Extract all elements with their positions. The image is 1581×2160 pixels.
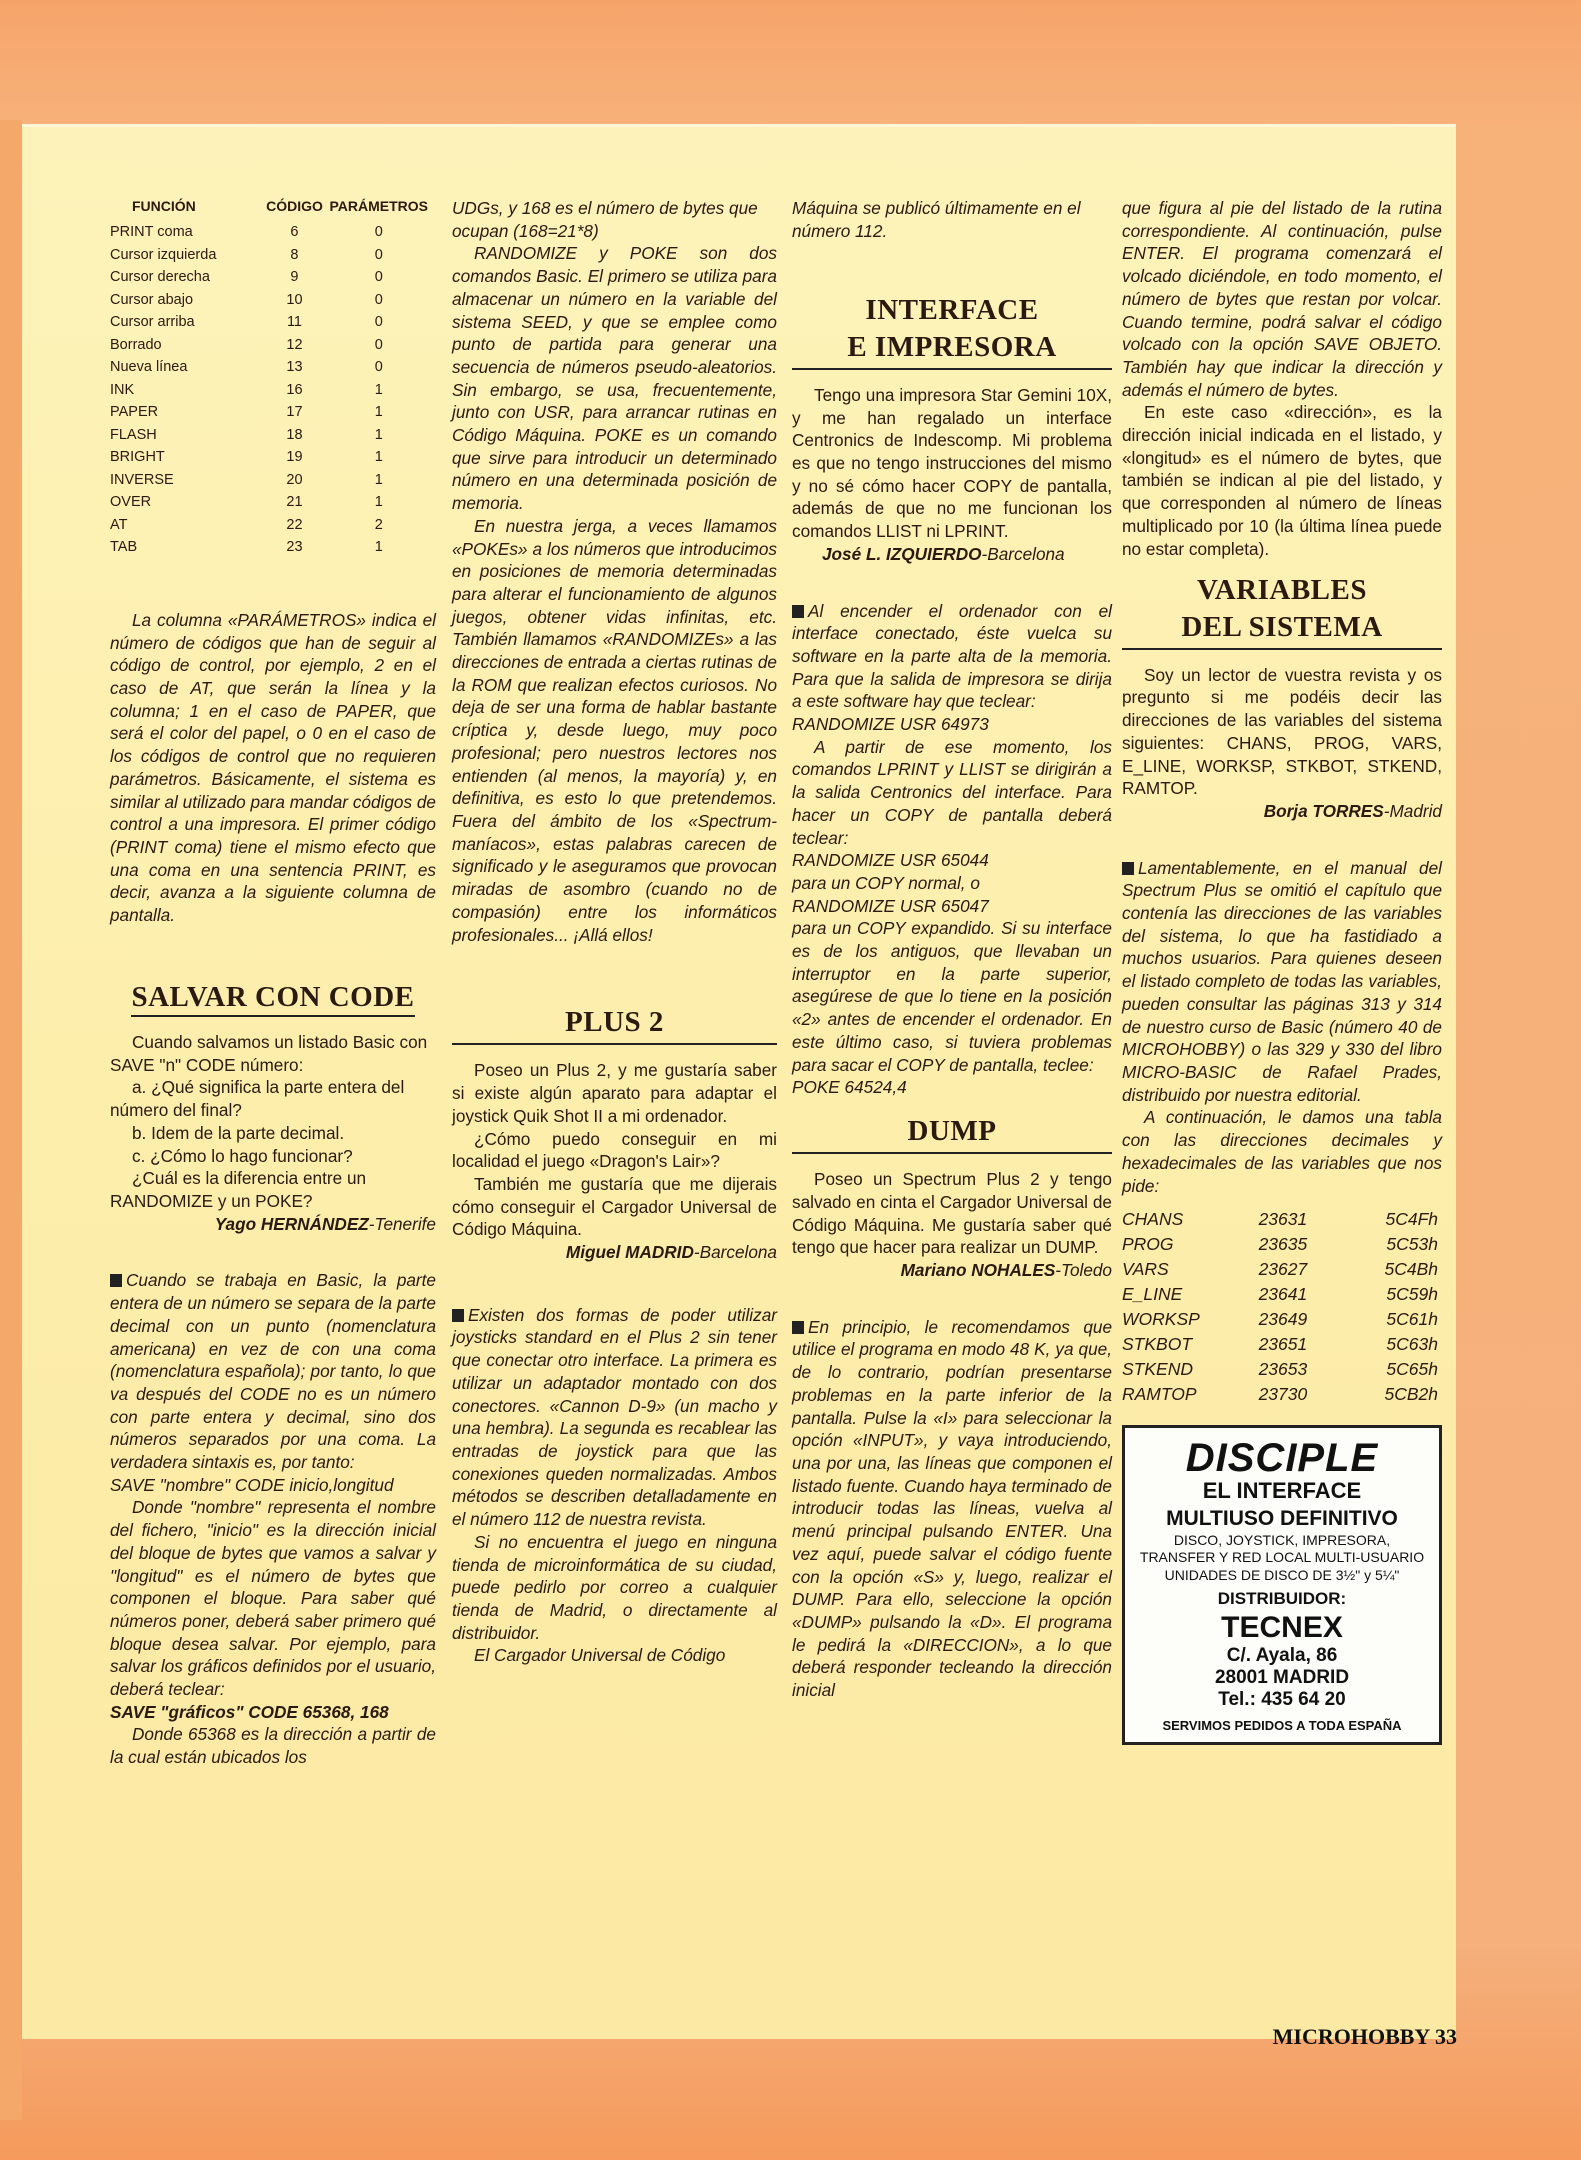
magazine-page (22, 124, 1456, 2039)
variable-hex: 5C59h (1386, 1284, 1438, 1305)
table-row (110, 266, 428, 289)
function-codes-body (110, 221, 428, 559)
interface-answer-1 (792, 600, 1112, 714)
function-code: 8 (290, 246, 299, 263)
salvar-question-2: ¿Cuál es la diferencia entre un RANDOMIZE y un POKE? (110, 1168, 367, 1211)
ad-line-4: TRANSFER Y RED LOCAL MULTI-USUARIO (1139, 1549, 1425, 1566)
ad-line-5: UNIDADES DE DISCO DE 3½" y 5¼" (1164, 1566, 1400, 1583)
table-row (110, 536, 428, 559)
ad-line-3: DISCO, JOYSTICK, IMPRESORA, (1173, 1531, 1391, 1548)
dump-answer-text: En principio, le recomendamos que utilice el programa en modo 48 K, ya que, de lo contrario, podrían presentarse problemas en la parte inferior de la pantalla. Pulse la «I» para seleccionar la opción «INPUT», y vaya introduciendo, una por una, las líneas que componen el listado fuente. Cuando haya terminado de introducir todas las líneas, vuelva al menú principal pulsando ENTER. Una vez aquí, puede salvar el código fuente con la opción «S» y, luego, realizar el DUMP. Para ello, seleccione la opción «DUMP» pulsando la «D». El programa le pedirá la «DIRECCION», a lo que deberá responder tecleando la dirección inicial (792, 1316, 1112, 1701)
variable-decimal: 23635 (1258, 1234, 1308, 1255)
function-params: 0 (374, 246, 383, 263)
variable-decimal: 23653 (1258, 1359, 1308, 1380)
function-name: INK (110, 381, 135, 398)
function-code: 11 (286, 314, 302, 331)
function-params: 1 (374, 449, 383, 466)
column-4 (1122, 197, 1442, 1745)
salvar-question-b: b. Idem de la parte decimal. (132, 1122, 345, 1143)
variable-decimal: 23641 (1258, 1284, 1308, 1305)
dump-question: Poseo un Spectrum Plus 2 y tengo salvado en cinta el Cargador Universal de Código Máquina. Me gustaría saber qué tengo que hacer para realizar un DUMP. (792, 1169, 1112, 1258)
function-name: OVER (110, 494, 152, 511)
bullet-icon (110, 1274, 122, 1287)
ad-distributor-name: TECNEX (1221, 1610, 1343, 1644)
col3-continuation-1: Máquina se publicó últimamente en el número 112. (792, 198, 1081, 241)
function-name: AT (110, 516, 128, 533)
table-row (1122, 1382, 1438, 1407)
function-code: 10 (286, 291, 303, 308)
system-variables-body (1122, 1207, 1438, 1407)
interface-signature-name: José L. IZQUIERDO (822, 543, 982, 564)
table-row (110, 244, 428, 267)
function-code: 23 (286, 539, 303, 556)
salvar-question-c: c. ¿Cómo lo hago funcionar? (132, 1145, 353, 1166)
interface-code-2: RANDOMIZE USR 65044 (792, 850, 989, 871)
variables-signature (1122, 800, 1442, 823)
section-title-dump: DUMP (792, 1113, 1112, 1154)
function-code: 19 (286, 449, 303, 466)
table-row (110, 289, 428, 312)
variable-hex: 5C61h (1386, 1309, 1438, 1330)
variable-hex: 5CB2h (1384, 1384, 1438, 1405)
function-name: Cursor izquierda (110, 246, 217, 263)
ad-address-2: 28001 MADRID (1214, 1667, 1350, 1689)
variables-answer-1-text: Lamentablemente, en el manual del Spectrum Plus se omitió el capítulo que contenía las direcciones de las variables del sistema, lo que ha fastidiado a muchos usuarios. Para quienes deseen el listado completo de todas las variables, pueden consultar las páginas 313 y 314 de nuestro curso de Basic (número 40 de MICROHOBBY) o las 329 y 330 del libro MICRO-BASIC de Rafael Prades, distribuido por nuestra editorial. (1122, 857, 1442, 1105)
variable-decimal: 23651 (1258, 1334, 1308, 1355)
column-1 (110, 197, 436, 1777)
table-row (110, 356, 428, 379)
table-row (110, 514, 428, 537)
table-row (1122, 1282, 1438, 1307)
ad-address-1: C/. Ayala, 86 (1226, 1645, 1338, 1667)
salvar-answer-3: Donde 65368 es la dirección a partir de la cual están ubicados los (110, 1724, 436, 1768)
variable-hex: 5C65h (1386, 1359, 1438, 1380)
plus2-signature-place: -Barcelona (693, 1242, 777, 1263)
dump-answer (792, 1316, 1112, 1702)
variable-name: VARS (1122, 1259, 1169, 1280)
col2-continuation-2: RANDOMIZE y POKE son dos comandos Basic. El primero se utiliza para almacenar un número en la variable del sistema SEED, y que se emplee como punto de partida para generar una secuencia de números pseudo-aleatorios. Sin embargo, se usa, frecuentemente, junto con USR, para arrancar rutinas en Código Máquina. POKE es un comando que sirve para introducir un determinado número en una determinada posición de memoria. (452, 243, 777, 514)
col2-continuation-3: En nuestra jerga, a veces llamamos «POKEs» a los números que introducimos en posiciones de memoria determinadas para alterar el funcionamiento de algunos juegos, obtener vidas infinitas, etc. También llamamos «RANDOMIZEs» a las direcciones de entrada a ciertas rutinas de la ROM que realizan efectos curiosos. No deja de ser una forma de hablar bastante críptica y, desde luego, muy poco profesional; pero nuestros lectores nos entienden (al menos, la mayoría) y, en definitiva, es esto lo que pretendemos. Fuera del ámbito de los «Spectrum-maníacos», estas palabras carecen de significado y le aseguramos que provocan miradas de asombro (cuando no de compasión) entre los informáticos profesionales... ¡Allá ellos! (452, 515, 777, 945)
section-title-plus2: PLUS 2 (452, 1004, 777, 1045)
interface-code-1: RANDOMIZE USR 64973 (792, 714, 989, 735)
function-name: PAPER (110, 404, 159, 421)
variables-title-line-1: VARIABLES (1197, 574, 1367, 607)
variables-answer-2: A continuación, le damos una tabla con las direcciones decimales y hexadecimales de las variables que nos pide: (1122, 1107, 1442, 1196)
function-code: 18 (286, 426, 303, 443)
plus2-signature (452, 1241, 777, 1264)
function-name: PRINT coma (110, 224, 193, 241)
variable-name: CHANS (1122, 1209, 1184, 1230)
interface-signature (792, 543, 1112, 566)
table-row (110, 424, 428, 447)
function-code: 9 (290, 269, 299, 286)
system-variables-table (1122, 1207, 1438, 1407)
table-row (110, 491, 428, 514)
function-name: Cursor derecha (110, 269, 210, 286)
variable-hex: 5C4Bh (1384, 1259, 1438, 1280)
table-row (1122, 1332, 1438, 1357)
variable-decimal: 23631 (1258, 1209, 1308, 1230)
variable-decimal: 23649 (1258, 1309, 1308, 1330)
ad-line-2: MULTIUSO DEFINITIVO (1166, 1506, 1398, 1530)
function-name: FLASH (110, 426, 157, 443)
ad-brand: DISCIPLE (1185, 1436, 1379, 1481)
dump-signature (792, 1259, 1112, 1282)
salvar-signature-name: Yago HERNÁNDEZ (214, 1213, 369, 1234)
interface-answer-2: A partir de ese momento, los comandos LPRINT y LLIST se dirigirán a la salida Centronics del interface. Para hacer un COPY de pantalla deberá teclear: (792, 736, 1112, 848)
salvar-answer-2: Donde "nombre" representa el nombre del fichero, "inicio" es la dirección inicial del bloque de bytes que vamos a salvar y "longitud" es el número de bytes que componen el bloque. Para saber qué números poner, deberá saber primero qué bloque desea salvar. Por ejemplo, para salvar los gráficos definidos por el usuario, deberá teclear: (110, 1497, 436, 1700)
variable-name: WORKSP (1122, 1309, 1200, 1330)
table-row (1122, 1257, 1438, 1282)
footer-magazine: MICROHOBBY (1272, 2024, 1430, 2049)
header-parametros: PARÁMETROS (329, 198, 428, 214)
table-row (110, 221, 428, 244)
function-name: Borrado (110, 336, 162, 353)
salvar-answer-1 (110, 1269, 436, 1473)
function-code: 17 (286, 404, 303, 421)
variables-signature-place: -Madrid (1383, 800, 1442, 821)
section-title-interface (792, 292, 1112, 370)
function-code: 12 (286, 336, 303, 353)
disciple-advertisement (1122, 1425, 1442, 1745)
plus2-answer-2: Si no encuentra el juego en ninguna tienda de microinformática de su ciudad, puede pedirlo por correo a cualquier tienda de Madrid, o directamente al distribuidor. (452, 1531, 777, 1643)
interface-answer-4: para un COPY expandido. Si su interface es de los antiguos, que llevaban un interruptor en la parte superior, asegúrese de que lo tiene en la posición «2» antes de encender el ordenador. En este último caso, si tuviera problemas para sacar el COPY de pantalla, teclee: (792, 918, 1112, 1075)
salvar-signature (110, 1213, 436, 1236)
function-params: 1 (374, 426, 383, 443)
table-row (1122, 1307, 1438, 1332)
ad-phone: Tel.: 435 64 20 (1218, 1689, 1346, 1711)
table-row (1122, 1357, 1438, 1382)
ad-line-1: EL INTERFACE (1202, 1478, 1362, 1504)
table-row (110, 311, 428, 334)
footer-page-number: 33 (1435, 2024, 1457, 2049)
function-params: 1 (374, 404, 383, 421)
variable-name: STKBOT (1122, 1334, 1193, 1355)
function-params: 2 (374, 516, 383, 533)
function-codes-table (110, 197, 428, 559)
bullet-icon (1122, 862, 1134, 875)
plus2-answer-1-text: Existen dos formas de poder utilizar joysticks standard en el Plus 2 sin tener que conectar otro interface. La primera es utilizar un adaptador montado con dos conectores. «Cannon D-9» (un macho y una hembra). La segunda es recablear las entradas de joystick para que las conexiones queden normalizadas. Ambos métodos se describen detalladamente en el número 112 de nuestra revista. (452, 1304, 777, 1530)
header-funcion: FUNCIÓN (132, 198, 196, 214)
function-params: 0 (374, 269, 383, 286)
page-left-edge (0, 120, 22, 2120)
function-params: 1 (374, 381, 383, 398)
function-params: 0 (374, 336, 383, 353)
interface-question: Tengo una impresora Star Gemini 10X, y me han regalado un interface Centronics de Indescomp. Mi problema es que no tengo instrucciones del mismo y no sé cómo hacer COPY de pantalla, además de que no me funcionan los comandos LLIST ni LPRINT. (792, 384, 1112, 542)
variables-answer-1 (1122, 857, 1442, 1107)
salvar-signature-place: -Tenerife (368, 1213, 436, 1234)
table-row (110, 469, 428, 492)
plus2-question-2: ¿Cómo puedo conseguir en mi localidad el juego «Dragon's Lair»? (452, 1128, 777, 1172)
salvar-code-2: SAVE "gráficos" CODE 65368, 168 (110, 1701, 389, 1722)
function-code: 21 (286, 494, 303, 511)
dump-signature-place: -Toledo (1055, 1260, 1112, 1281)
function-params: 1 (374, 494, 383, 511)
salvar-answer-1-text: Cuando se trabaja en Basic, la parte entera de un número se separa de la parte decimal con un punto (nomenclatura americana) en vez de con una coma (nomenclatura española); por tanto, lo que va después del CODE no es un número con parte entera y decimal, sino dos números separados por una coma. La verdadera sintaxis es, por tanto: (110, 1270, 436, 1473)
interface-title-line-1: INTERFACE (865, 294, 1039, 327)
col4-continuation-2: En este caso «dirección», es la dirección inicial indicada en el listado, y «longitud» es el número de bytes, que también se indican al pie del listado, y que corresponden al número de líneas multiplicado por 10 (la última línea puede no estar completa). (1122, 402, 1442, 559)
variable-decimal: 23627 (1258, 1259, 1308, 1280)
variable-hex: 5C63h (1386, 1334, 1438, 1355)
function-name: Cursor arriba (110, 314, 195, 331)
params-explanation: La columna «PARÁMETROS» indica el número de códigos que han de seguir al código de control, por ejemplo, 2 en el caso de AT, que serán la línea y la columna; 1 en el caso de PAPER, que será el color del papel, o 0 en el caso de los códigos de control que no requieren parámetros. Básicamente, el sistema es similar al utilizado para mandar códigos de control a una impresora. El primer código (PRINT coma) tiene el mismo efecto que una coma en una sentencia PRINT, es decir, avanza a la siguiente columna de pantalla. (110, 609, 436, 926)
function-params: 0 (374, 224, 383, 241)
interface-code-3: RANDOMIZE USR 65047 (792, 895, 989, 916)
variables-question: Soy un lector de vuestra revista y os pregunto si me podéis decir las direcciones de las variables del sistema siguientes: CHANS, PROG, VARS, E_LINE, WORKSP, STKBOT, STKEND, RAMTOP. (1122, 664, 1442, 799)
function-params: 0 (374, 359, 383, 376)
salvar-question-a: a. ¿Qué significa la parte entera del número del final? (110, 1077, 405, 1121)
function-name: TAB (110, 539, 138, 556)
function-name: BRIGHT (110, 449, 165, 466)
dump-signature-name: Mariano NOHALES (900, 1260, 1056, 1281)
function-params: 1 (374, 539, 383, 556)
function-name: INVERSE (110, 471, 174, 488)
table-row (1122, 1232, 1438, 1257)
bullet-icon (792, 1321, 804, 1334)
function-params: 1 (374, 471, 383, 488)
function-params: 0 (374, 314, 383, 331)
section-title-variables (1122, 572, 1442, 650)
interface-code-4: POKE 64524,4 (792, 1077, 907, 1098)
plus2-answer-3: El Cargador Universal de Código (474, 1645, 726, 1666)
function-code: 20 (286, 471, 303, 488)
col2-continuation-1: UDGs, y 168 es el número de bytes que ocupan (168=21*8) (452, 198, 758, 241)
variable-decimal: 23730 (1258, 1384, 1308, 1405)
variable-name: STKEND (1122, 1359, 1193, 1380)
table-row (110, 379, 428, 402)
plus2-signature-name: Miguel MADRID (565, 1242, 694, 1263)
ad-distributor-label: DISTRIBUIDOR: (1217, 1589, 1347, 1609)
table-row (110, 401, 428, 424)
function-params: 0 (374, 291, 383, 308)
function-code: 13 (286, 359, 303, 376)
interface-answer-3: para un COPY normal, o (792, 872, 980, 893)
variable-name: PROG (1122, 1234, 1174, 1255)
function-code: 16 (286, 381, 303, 398)
bullet-icon (792, 605, 804, 618)
variable-name: E_LINE (1122, 1284, 1183, 1305)
table-row (110, 334, 428, 357)
variables-signature-name: Borja TORRES (1263, 800, 1384, 821)
salvar-code-1: SAVE "nombre" CODE inicio,longitud (110, 1474, 394, 1495)
plus2-answer-1 (452, 1304, 777, 1531)
function-name: Cursor abajo (110, 291, 194, 308)
column-3 (792, 197, 1112, 1710)
salvar-question-1: Cuando salvamos un listado Basic con SAVE "n" CODE número: (110, 1032, 428, 1075)
bullet-icon (452, 1309, 464, 1322)
table-header-row (110, 197, 428, 221)
function-name: Nueva línea (110, 359, 188, 376)
header-codigo: CÓDIGO (266, 198, 323, 214)
col4-continuation-1: que figura al pie del listado de la rutina correspondiente. Al continuación, pulse ENTER. El programa comenzará el volcado diciéndole, en todo momento, el número de bytes que restan por volcar. Cuando termine, podrá salvar el código volcado con la opción SAVE OBJETO. También hay que indicar la dirección y además el número de bytes. (1122, 198, 1442, 400)
interface-signature-place: -Barcelona (981, 543, 1065, 564)
interface-answer-1-text: Al encender el ordenador con el interface conectado, éste vuelca su software en la parte alta de la memoria. Para que la salida de impresora se dirija a este software hay que teclear: (792, 600, 1112, 712)
variables-title-line-2: DEL SISTEMA (1181, 610, 1383, 643)
page-footer (1273, 2024, 1457, 2050)
section-title-salvar (110, 979, 436, 1017)
variable-hex: 5C53h (1386, 1234, 1438, 1255)
ad-footer: SERVIMOS PEDIDOS A TODA ESPAÑA (1162, 1717, 1402, 1733)
column-2 (452, 197, 777, 1675)
section-title-salvar-text: SALVAR CON CODE (131, 979, 414, 1017)
plus2-question-1: Poseo un Plus 2, y me gustaría saber si existe algún aparato para adaptar el joystick Quik Shot II a mi ordenador. (452, 1060, 777, 1126)
plus2-question-3: También me gustaría que me dijerais cómo conseguir el Cargador Universal de Código Máquina. (452, 1173, 777, 1240)
interface-title-line-2: E IMPRESORA (847, 330, 1057, 363)
function-code: 22 (286, 516, 303, 533)
table-row (1122, 1207, 1438, 1232)
table-row (110, 446, 428, 469)
function-code: 6 (290, 224, 299, 241)
variable-name: RAMTOP (1122, 1384, 1197, 1405)
variable-hex: 5C4Fh (1385, 1209, 1438, 1230)
